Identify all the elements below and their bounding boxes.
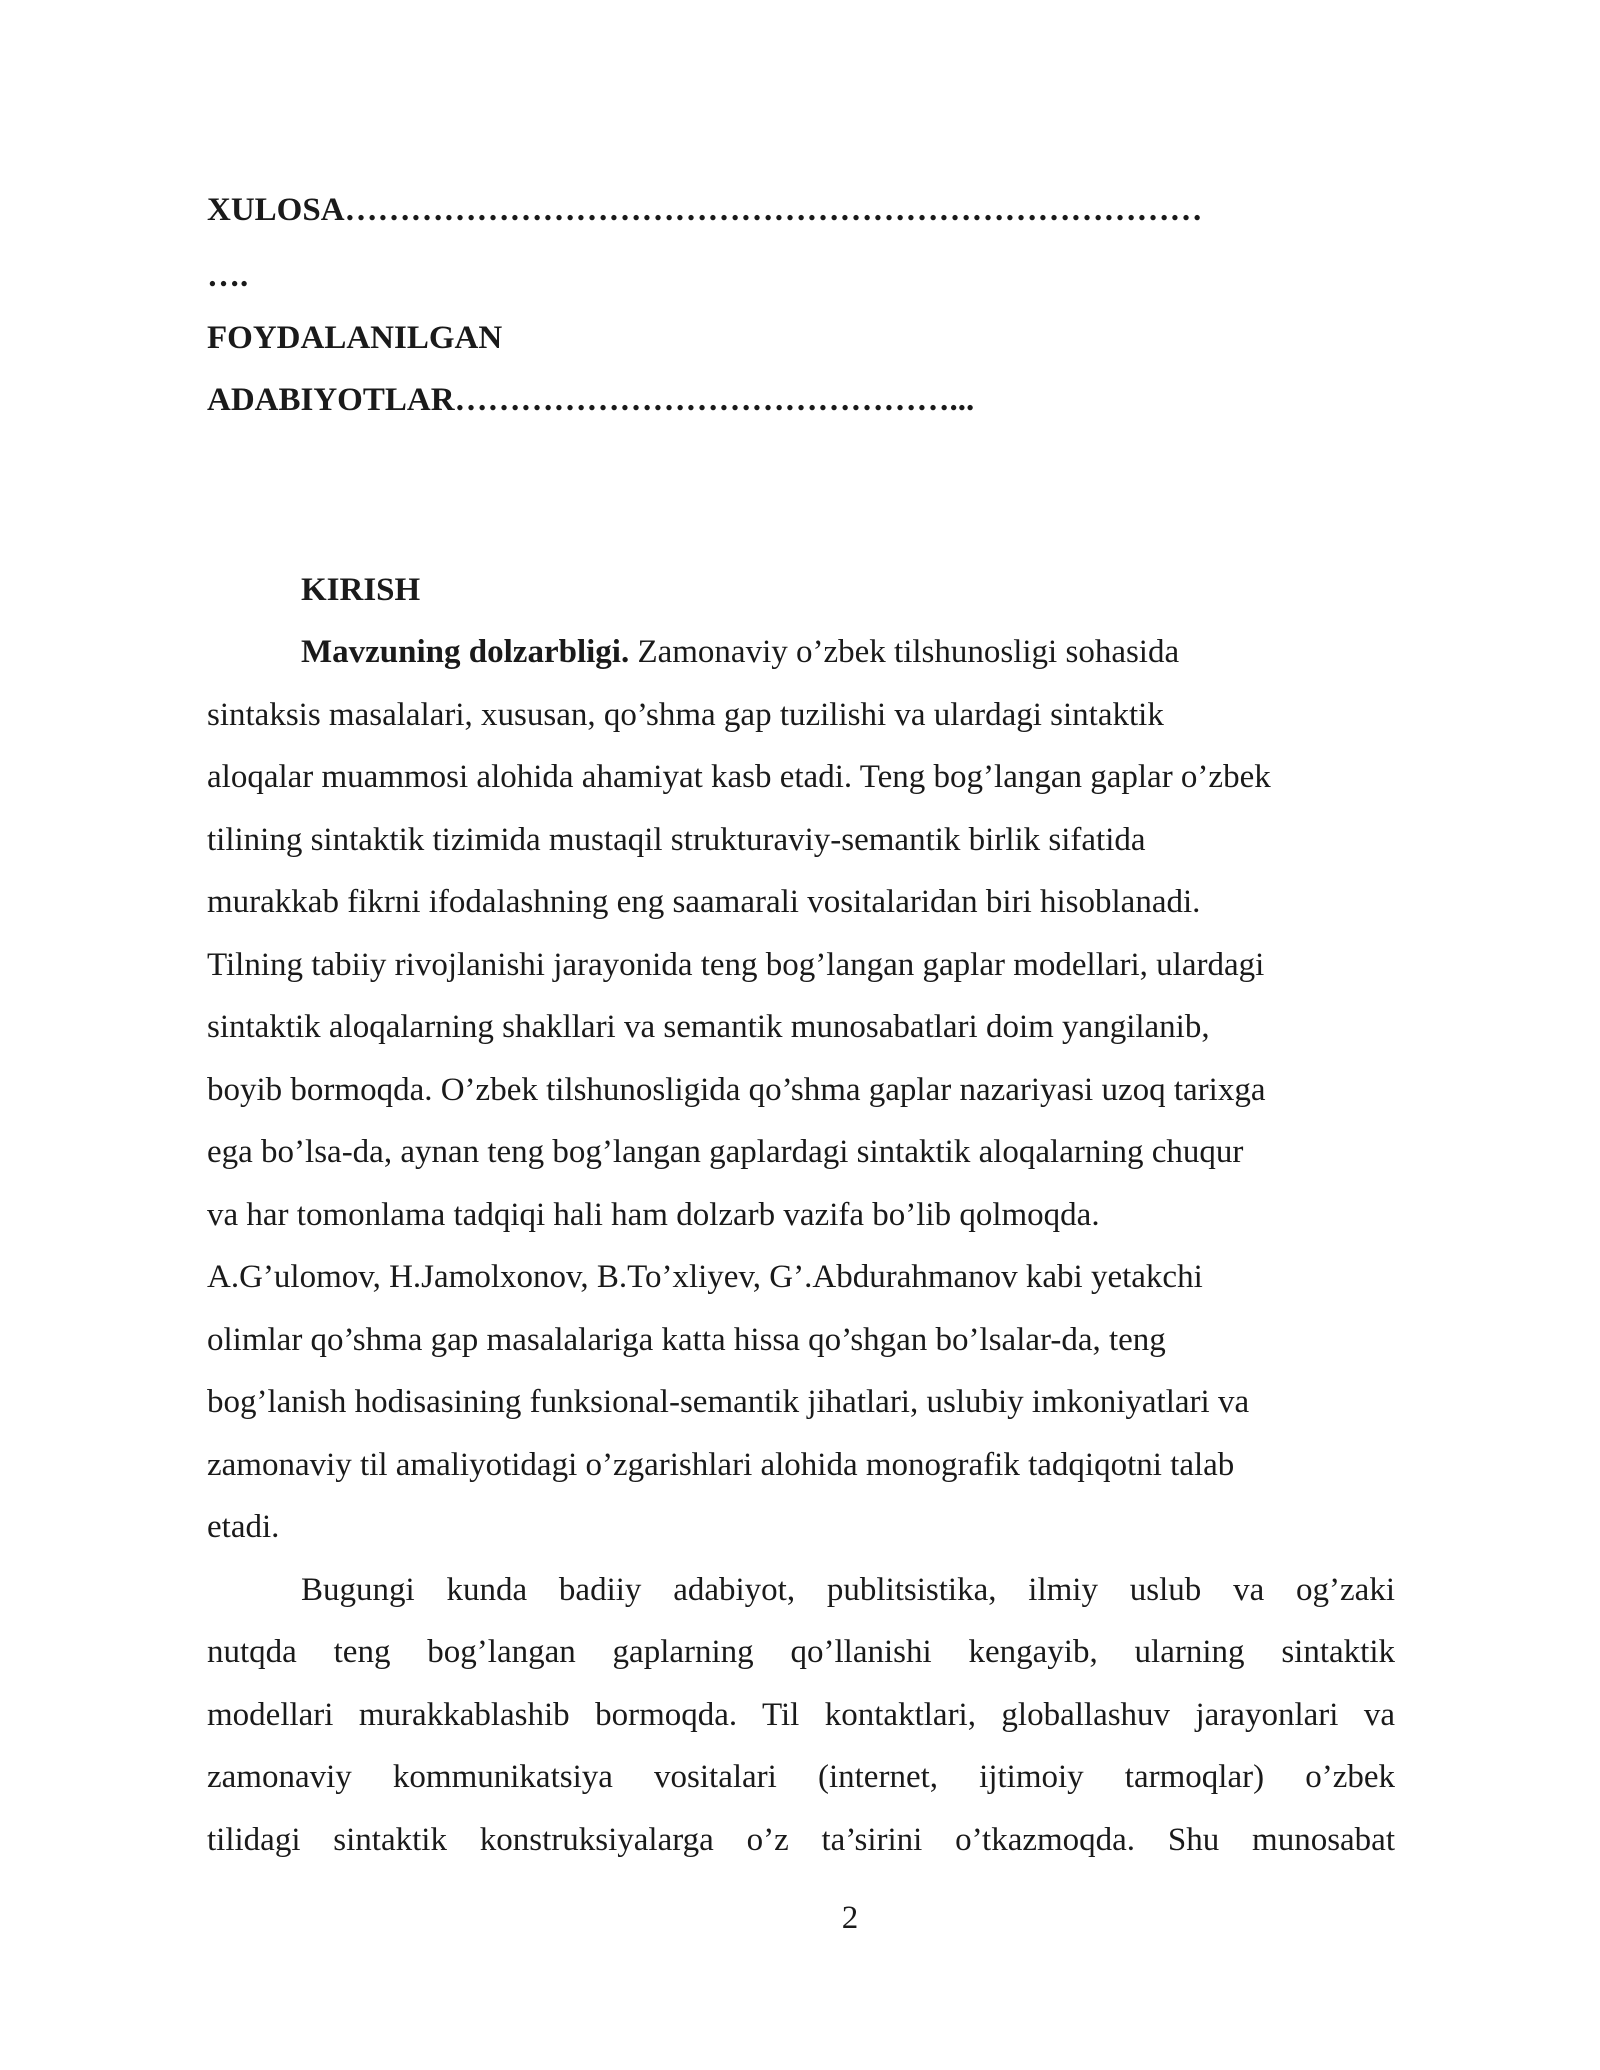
lead-line (301, 632, 1179, 672)
paragraph-line: murakkab fikrni ifodalashning eng saamarali vositalaridan biri hisoblanadi. (207, 884, 1201, 920)
paragraph-line: bog’lanish hodisasining funksional-semantik jihatlari, uslubiy imkoniyatlari va (207, 1384, 1250, 1420)
paragraph-line: tilining sintaktik tizimida mustaqil strukturaviy-semantik birlik sifatida (207, 822, 1146, 858)
paragraph-line: Bugungi kunda badiiy adabiyot, publitsistika, ilmiy uslub va og’zaki (301, 1572, 1395, 1608)
toc-conclusion-continuation: …. (207, 258, 249, 294)
toc-references-continuation: ADABIYOTLAR………………………………………... (207, 382, 975, 418)
paragraph-line: etadi. (207, 1509, 280, 1545)
paragraph-line: Tilning tabiiy rivojlanishi jarayonida teng bog’langan gaplar modellari, ulardagi (207, 947, 1265, 983)
lead-bold-term: Mavzuning dolzarbligi. (301, 634, 630, 670)
paragraph-line: va har tomonlama tadqiqi hali ham dolzarb vazifa bo’lib qolmoqda. (207, 1197, 1100, 1233)
paragraph-line: sintaksis masalalari, xususan, qo’shma gap tuzilishi va ulardagi sintaktik (207, 697, 1164, 733)
page-number: 2 (841, 1900, 859, 1936)
toc-conclusion: XULOSA…………………………………………………………………… (207, 192, 1203, 228)
paragraph-line: sintaktik aloqalarning shakllari va semantik munosabatlari doim yangilanib, (207, 1009, 1210, 1045)
paragraph-line: zamonaviy til amaliyotidagi o’zgarishlari alohida monografik tadqiqotni talab (207, 1447, 1235, 1483)
paragraph-line: tilidagi sintaktik konstruksiyalarga o’z ta’sirini o’tkazmoqda. Shu munosabat (207, 1822, 1395, 1858)
paragraph-line: ega bo’lsa-da, aynan teng bog’langan gaplardagi sintaktik aloqalarning chuqur (207, 1134, 1244, 1170)
paragraph-line: boyib bormoqda. O’zbek tilshunosligida qo’shma gaplar nazariyasi uzoq tarixga (207, 1072, 1266, 1108)
paragraph-line: modellari murakkablashib bormoqda. Til kontaktlari, globallashuv jarayonlari va (207, 1697, 1395, 1733)
paragraph-line: olimlar qo’shma gap masalalariga katta hissa qo’shgan bo’lsalar-da, teng (207, 1322, 1166, 1358)
paragraph-line: nutqda teng bog’langan gaplarning qo’llanishi kengayib, ularning sintaktik (207, 1634, 1395, 1670)
section-heading: KIRISH (301, 572, 421, 608)
paragraph-line: A.G’ulomov, H.Jamolxonov, B.To’xliyev, G’.Abdurahmanov kabi yetakchi (207, 1259, 1203, 1295)
toc-references: FOYDALANILGAN (207, 320, 503, 356)
lead-text: Zamonaviy o’zbek tilshunosligi sohasida (629, 634, 1180, 670)
paragraph-line: aloqalar muammosi alohida ahamiyat kasb etadi. Teng bog’langan gaplar o’zbek (207, 759, 1271, 795)
paragraph-line: zamonaviy kommunikatsiya vositalari (internet, ijtimoiy tarmoqlar) o’zbek (207, 1759, 1395, 1795)
